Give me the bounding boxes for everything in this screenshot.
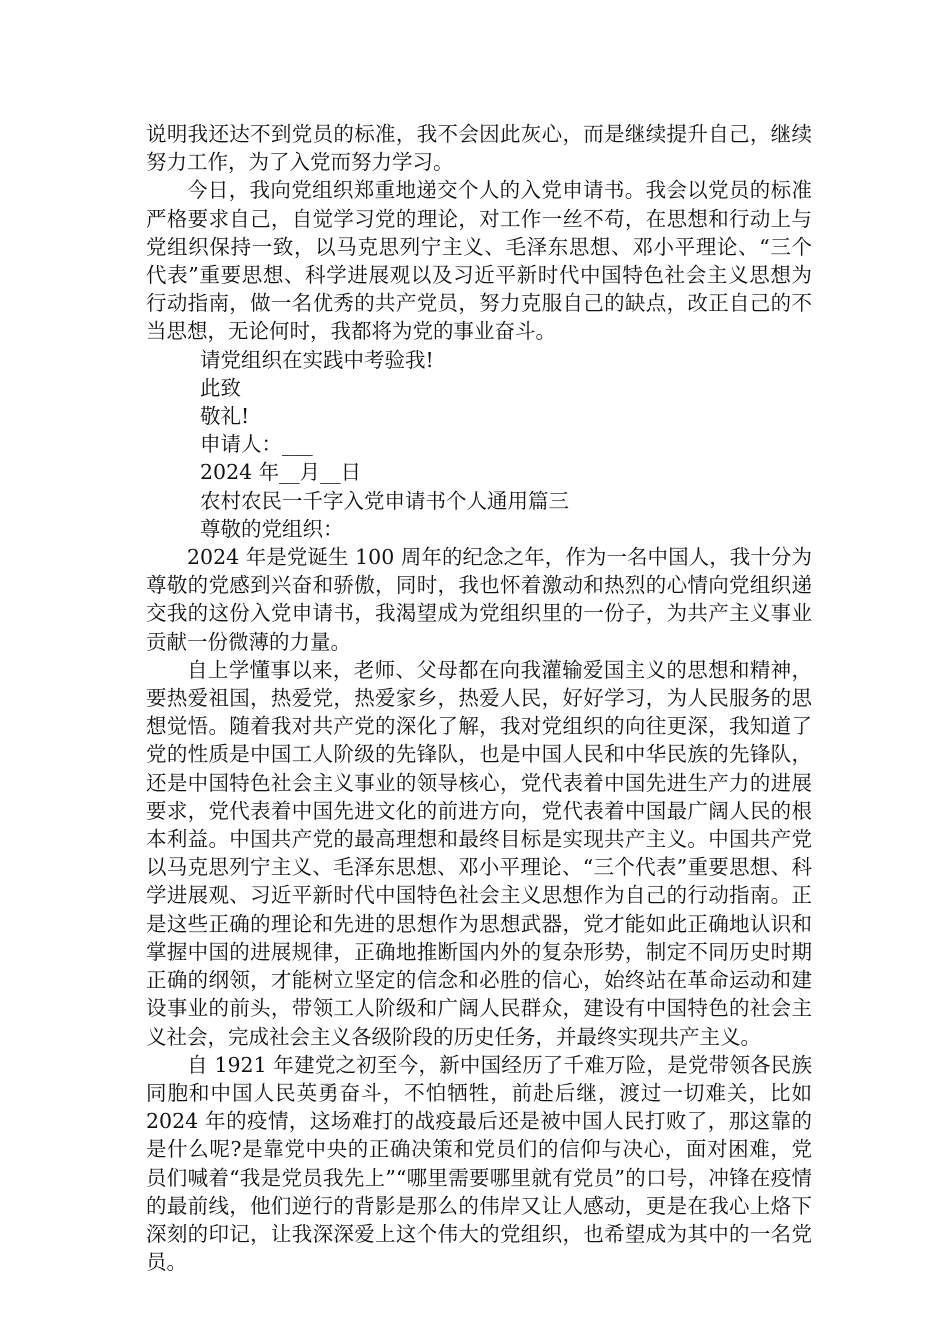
paragraph-intro: 2024 年是党诞生 100 周年的纪念之年，作为一名中国人，我十分为尊敬的党感到兴奋和骄傲，同时，我也怀着激动和热烈的心情向党组织递交我的这份入党申请书，我渴望成为党组织里的一份子，为共产主义事业贡献一份微薄的力量。 [146,545,812,654]
closing-request: 请党组织在实践中考验我! [200,347,434,372]
paragraph-submission: 今日，我向党组织郑重地递交个人的入党申请书。我会以党员的标准严格要求自己，自觉学习党的理论，对工作一丝不苟，在思想和行动上与党组织保持一致，以马克思列宁主义、毛泽东思想、邓小平理论、“三个代表”重要思想、科学进展观以及习近平新时代中国特色社会主义思想为行动指南，做一名优秀的共产党员，努力克服自己的缺点，改正自己的不当思想，无论何时，我都将为党的事业奋斗。 [146,178,812,344]
paragraph-understanding: 自上学懂事以来，老师、父母都在向我灌输爱国主义的思想和精神，要热爱祖国，热爱党，热爱家乡，热爱人民，好好学习，为人民服务的思想觉悟。随着我对共产党的深化了解，我对党组织的向往更深，我知道了党的性质是中国工人阶级的先锋队，也是中国人民和中华民族的先锋队，还是中国特色社会主义事业的领导核心，党代表着中国先进生产力的进展要求，党代表着中国先进文化的前进方向，党代表着中国最广阔人民的根本利益。中国共产党的最高理想和最终目标是实现共产主义。中国共产党以马克思列宁主义、毛泽东思想、邓小平理论、“三个代表”重要思想、科学进展观、习近平新时代中国特色社会主义思想作为自己的行动指南。正是这些正确的理论和先进的思想作为思想武器，党才能如此正确地认识和掌握中国的进展规律，正确地推断国内外的复杂形势，制定不同历史时期正确的纲领，才能树立坚定的信念和必胜的信心，始终站在革命运动和建设事业的前头，带领工人阶级和广阔人民群众，建设有中国特色的社会主义社会，完成社会主义各级阶段的历史任务，并最终实现共产主义。 [146,657,812,1049]
closing-salutation: 此致 [200,375,241,400]
paragraph-history: 自 1921 年建党之初至今，新中国经历了千难万险，是党带领各民族同胞和中国人民英勇奋斗，不怕牺牲，前赴后继，渡过一切难关，比如 2024 年的疫情，这场难打的战疫最后还是被中国人民打败了，那这靠的是什么呢?是靠党中央的正确决策和党员们的信仰与决心，面对困难，党员们喊着“我是党员我先上”“哪里需要哪里就有党员”的口号，冲锋在疫情的最前线，他们逆行的背影是那么的伟岸又让人感动，更是在我心上烙下深刻的印记，让我深深爱上这个伟大的党组织，也希望成为其中的一名党员。 [146,1052,812,1275]
section-title: 农村农民一千字入党申请书个人通用篇三 [200,488,569,513]
applicant-line: 申请人：___ [200,432,313,457]
date-line: 2024 年__月__日 [200,460,362,485]
greeting-line: 尊敬的党组织： [200,516,344,541]
document-body [146,120,812,1276]
paragraph-continuation: 说明我还达不到党员的标准，我不会因此灰心，而是继续提升自己，继续努力工作，为了入党而努力学习。 [146,122,812,175]
closing-respect: 敬礼! [200,404,250,429]
